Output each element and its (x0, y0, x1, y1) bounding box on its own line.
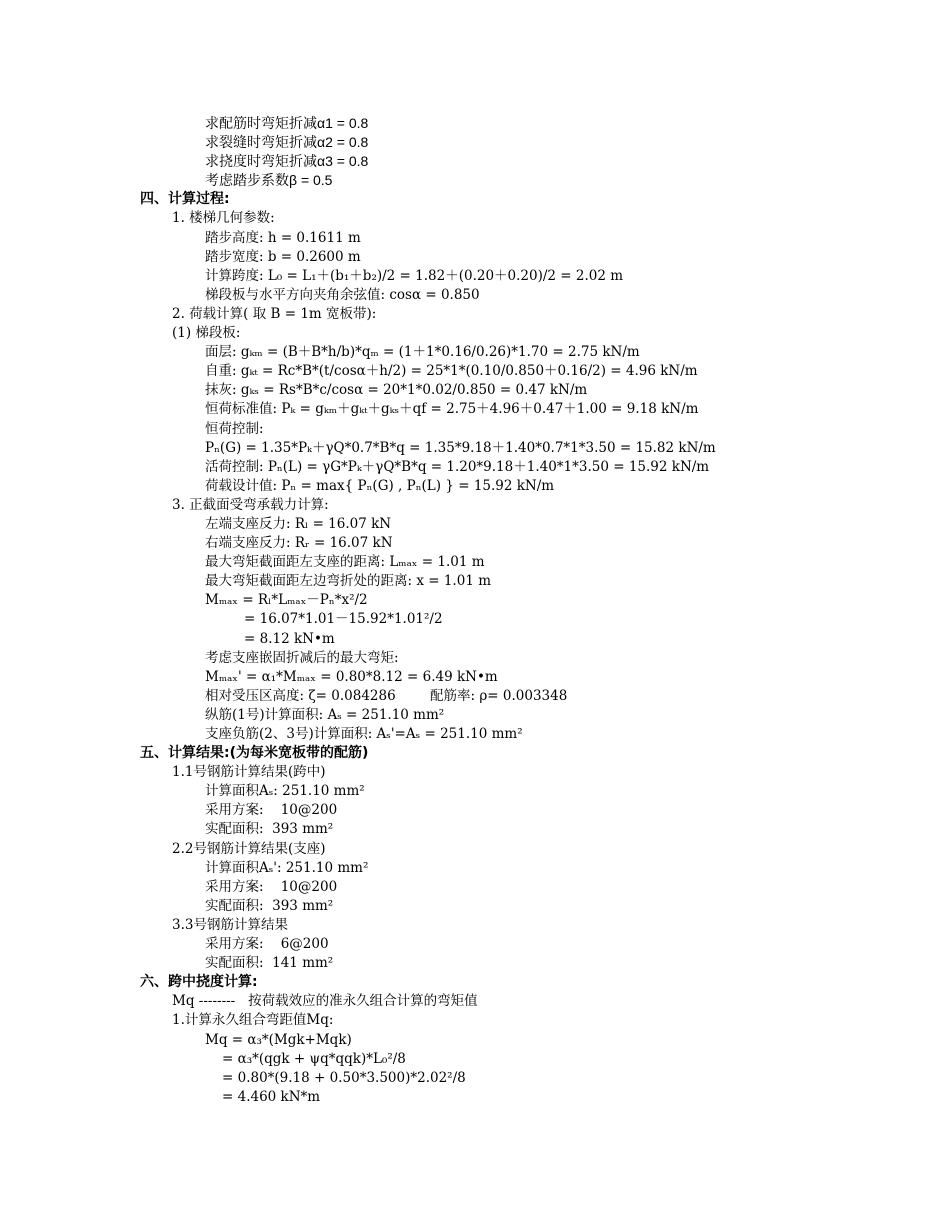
live-load-control: 活荷控制: Pₙ(L) = γG*Pₖ＋γQ*B*q = 1.20*9.18＋1.40*1*3.50 = 15.92 kN/m (205, 458, 710, 475)
subheading-flexural-capacity: 3. 正截面受弯承载力计算: (172, 496, 329, 513)
reduced-moment-label: 考虑支座嵌固折减后的最大弯矩: (205, 649, 399, 666)
rebar3-scheme: 采用方案: 6@200 (205, 936, 329, 953)
mq-expansion: = α₃*(qgk + ψq*qqk)*L₀²/8 (222, 1050, 406, 1067)
surface-layer-load: 面层: gₖₘ = (B＋B*h/b)*qₘ = (1＋1*0.16/0.26)*1.70 = 2.75 kN/m (205, 344, 640, 361)
design-load: 荷载设计值: Pₙ = max{ Pₙ(G) , Pₙ(L) } = 15.92 kN/m (205, 477, 555, 494)
rebar1-calculated-area: 计算面积Aₛ: 251.10 mm² (205, 783, 365, 800)
deflection-moment-reduction: 求挠度时弯矩折减α3 = 0.8 (205, 153, 369, 170)
mq-formula: Mq = α₃*(Mgk+Mqk) (205, 1031, 352, 1048)
max-moment-result: = 8.12 kN•m (244, 630, 335, 647)
mq-substitution: = 0.80*(9.18 + 0.50*3.500)*2.02²/8 (222, 1069, 466, 1086)
mq-definition: Mq -------- 按荷载效应的准永久组合计算的弯矩值 (172, 993, 478, 1010)
right-reaction: 右端支座反力: Rᵣ = 16.07 kN (205, 535, 393, 552)
rebar1-heading: 1.1号钢筋计算结果(跨中) (172, 764, 326, 781)
rebar3-heading: 3.3号钢筋计算结果 (172, 916, 288, 933)
max-moment-substitution: = 16.07*1.01－15.92*1.01²/2 (244, 611, 443, 628)
max-moment-distance-bend: 最大弯矩截面距左边弯折处的距离: x = 1.01 m (205, 573, 491, 590)
mq-subheading: 1.计算永久组合弯距值Mq: (172, 1012, 334, 1029)
crack-moment-reduction: 求裂缝时弯矩折减α2 = 0.8 (205, 134, 369, 151)
dead-load-control-label: 恒荷控制: (205, 420, 264, 437)
left-reaction: 左端支座反力: Rₗ = 16.07 kN (205, 515, 392, 532)
plaster-load: 抹灰: gₖₛ = Rs*B*c/cosα = 20*1*0.02/0.850 = 0.47 kN/m (205, 382, 588, 399)
dead-load-control-formula: Pₙ(G) = 1.35*Pₖ＋γQ*0.7*B*q = 1.35*9.18＋1.40*0.7*1*3.50 = 15.82 kN/m (205, 439, 716, 456)
max-moment-formula: Mₘₐₓ = Rₗ*Lₘₐₓ－Pₙ*x²/2 (205, 592, 368, 609)
support-rebar-area: 支座负筋(2、3号)计算面积: Aₛ'=Aₛ = 251.10 mm² (205, 726, 523, 742)
self-weight-load: 自重: gₖₜ = Rc*B*(t/cosα＋h/2) = 25*1*(0.10/0.850＋0.16/2) = 4.96 kN/m (205, 363, 698, 380)
rebar1-actual-area: 实配面积: 393 mm² (205, 821, 334, 838)
step-coefficient: 考虑踏步系数β = 0.5 (205, 172, 333, 189)
step-height: 踏步高度: h = 0.1611 m (205, 229, 361, 246)
cosine-angle: 梯段板与水平方向夹角余弦值: cosα = 0.850 (205, 286, 480, 303)
section-heading-results: 五、计算结果:(为每米宽板带的配筋) (140, 745, 369, 762)
rebar2-heading: 2.2号钢筋计算结果(支座) (172, 840, 326, 857)
reinforcement-moment-reduction: 求配筋时弯矩折减α1 = 0.8 (205, 115, 369, 131)
rebar2-scheme: 采用方案: 10@200 (205, 878, 338, 895)
rebar3-actual-area: 实配面积: 141 mm² (205, 955, 334, 972)
calculated-span: 计算跨度: L₀ = L₁＋(b₁＋b₂)/2 = 1.82＋(0.20＋0.20)/2 = 2.02 m (205, 267, 624, 284)
longitudinal-rebar-area: 纵筋(1号)计算面积: Aₛ = 251.10 mm² (205, 706, 445, 723)
dead-load-standard: 恒荷标准值: Pₖ = gₖₘ＋gₖₜ＋gₖₛ＋qf = 2.75＋4.96＋0.47＋1.00 = 9.18 kN/m (205, 401, 699, 418)
max-moment-distance-support: 最大弯矩截面距左支座的距离: Lₘₐₓ = 1.01 m (205, 554, 485, 571)
subheading-stair-slab: (1) 梯段板: (172, 325, 241, 342)
section-heading-deflection: 六、跨中挠度计算: (140, 974, 258, 991)
subheading-geometry: 1. 楼梯几何参数: (172, 210, 275, 227)
calculation-document (0, 114, 950, 1107)
reduced-moment: Mₘₐₓ' = α₁*Mₘₐₓ = 0.80*8.12 = 6.49 kN•m (205, 668, 498, 685)
section-heading-calculation-process: 四、计算过程: (140, 191, 230, 208)
rebar2-actual-area: 实配面积: 393 mm² (205, 897, 334, 914)
compression-zone-and-ratio: 相对受压区高度: ζ= 0.084286 配筋率: ρ= 0.003348 (205, 687, 568, 704)
mq-result: = 4.460 kN*m (222, 1088, 321, 1105)
subheading-load-calculation: 2. 荷载计算( 取 B = 1m 宽板带): (172, 305, 377, 322)
rebar1-scheme: 采用方案: 10@200 (205, 802, 338, 819)
rebar2-calculated-area: 计算面积Aₛ': 251.10 mm² (205, 859, 369, 876)
step-width: 踏步宽度: b = 0.2600 m (205, 248, 361, 265)
